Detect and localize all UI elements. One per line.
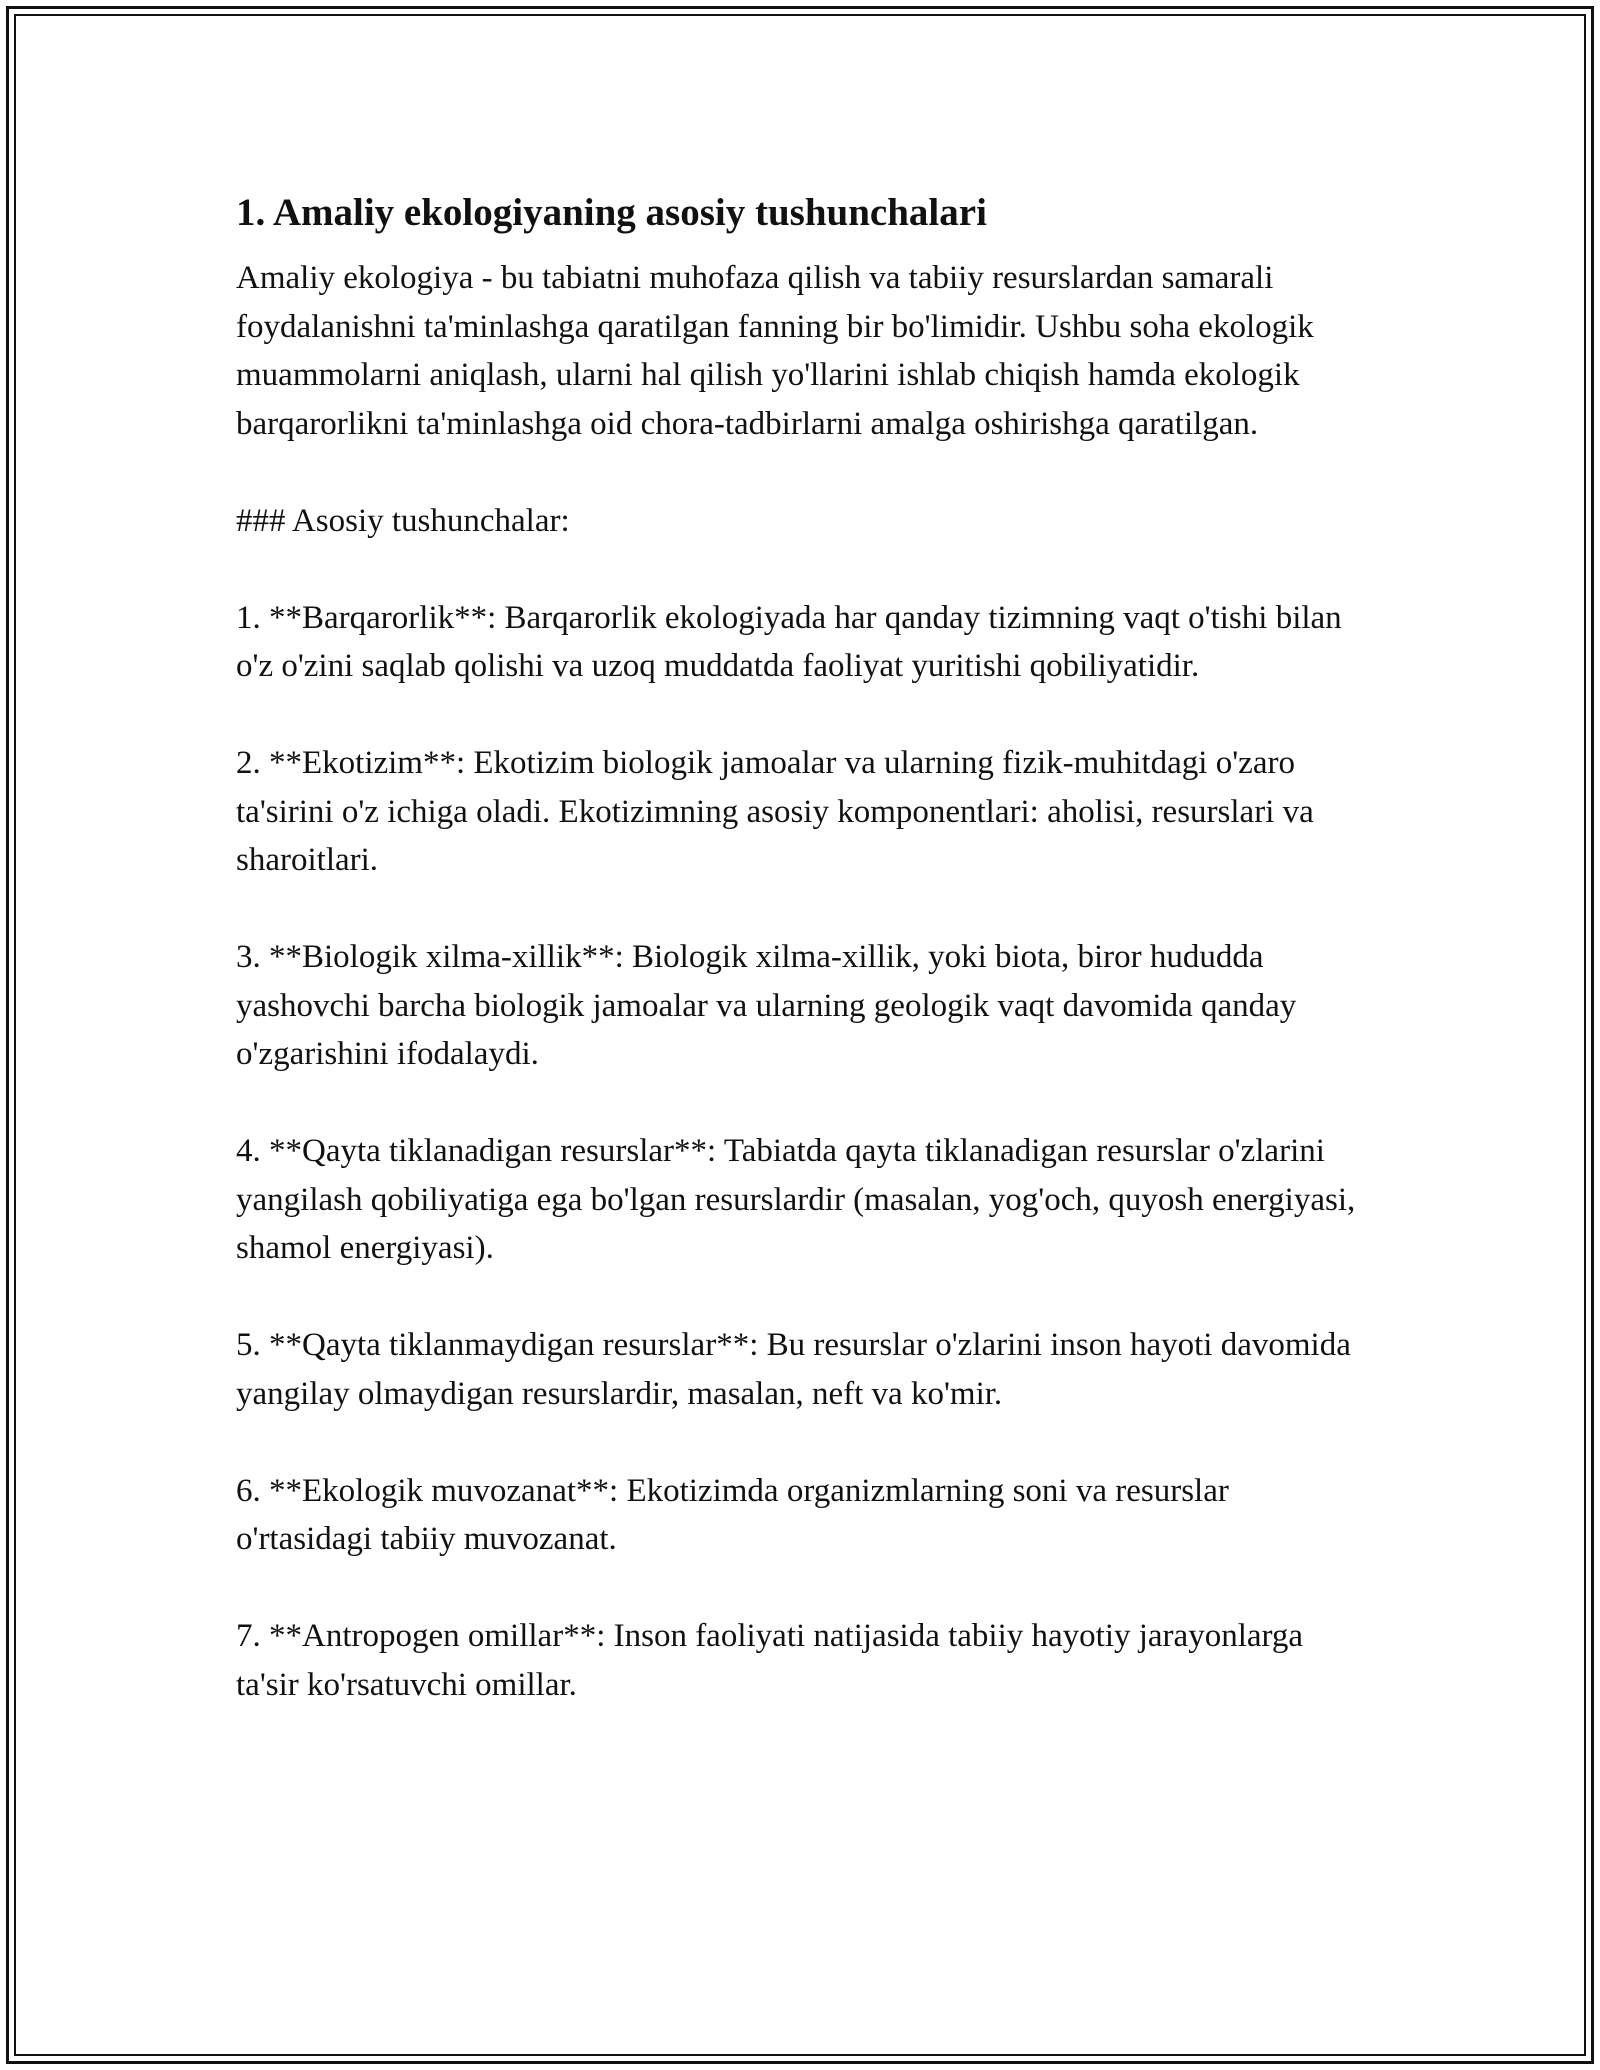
list-item-biologik-xilma-xillik: 3. **Biologik xilma-xillik**: Biologik xilma-xillik, yoki biota, biror hududda yashovchi barcha biologik jamoalar va ularning geologik vaqt davomida qanday o'zgarishini ifodalaydi. [236, 939, 1297, 1072]
document-title: 1. Amaliy ekologiyaning asosiy tushunchalari [236, 191, 987, 234]
list-item-qayta-tiklanmaydigan: 5. **Qayta tiklanmaydigan resurslar**: Bu resurslar o'zlarini inson hayoti davomida yangilay olmaydigan resurslardir, masalan, neft va ko'mir. [236, 1327, 1351, 1412]
list-item-qayta-tiklanadigan: 4. **Qayta tiklanadigan resurslar**: Tabiatda qayta tiklanadigan resurslar o'zlarini yangilash qobiliyatiga ega bo'lgan resurslardir (masalan, yog'och, quyosh energiyasi, shamol energiyasi). [236, 1133, 1356, 1266]
list-item-antropogen-omillar: 7. **Antropogen omillar**: Inson faoliyati natijasida tabiiy hayotiy jarayonlarga ta'sir ko'rsatuvchi omillar. [236, 1618, 1304, 1703]
list-item-barqarorlik: 1. **Barqarorlik**: Barqarorlik ekologiyada har qanday tizimning vaqt o'tishi bilan o'z o'zini saqlab qolishi va uzoq muddatda faoliyat yuritishi qobiliyatidir. [236, 599, 1342, 684]
intro-paragraph: Amaliy ekologiya - bu tabiatni muhofaza qilish va tabiiy resurslardan samarali foydalanishni ta'minlashga qaratilgan fanning bir bo'limidir. Ushbu soha ekologik muammolarni aniqlash, ularni hal qilish yo'llarini ishlab chiqish hamda ekologik barqarorlikni ta'minlashga oid chora-tadbirlarni amalga oshirishga qaratilgan. [236, 260, 1314, 442]
list-item-ekotizim: 2. **Ekotizim**: Ekotizim biologik jamoalar va ularning fizik-muhitdagi o'zaro ta'sirini o'z ichiga oladi. Ekotizimning asosiy komponentlari: aholisi, resurslari va sharoitlari. [236, 745, 1314, 878]
section-subheading: ### Asosiy tushunchalar: [236, 502, 570, 539]
list-item-ekologik-muvozanat: 6. **Ekologik muvozanat**: Ekotizimda organizmlarning soni va resurslar o'rtasidagi tabiiy muvozanat. [236, 1472, 1229, 1557]
document-body [236, 188, 1366, 1709]
